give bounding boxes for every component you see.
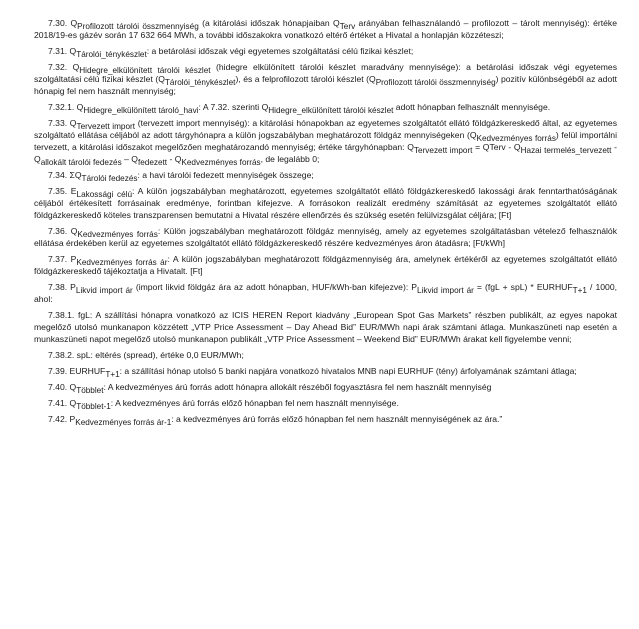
subscript-label: Hidegre_elkülönített tárolói készlet xyxy=(79,66,211,75)
paragraph-p738 xyxy=(34,281,617,305)
paragraph-text: – Q xyxy=(121,154,138,164)
subscript-label: Kedvezményes forrás xyxy=(77,230,158,239)
paragraph-text: 7.41. Q xyxy=(48,398,77,408)
paragraph-p740 xyxy=(34,381,617,393)
paragraph-text: - Q xyxy=(167,154,182,164)
paragraph-text: = QTerv - Q xyxy=(472,142,521,152)
paragraph-text: 7.38.2. spL: eltérés (spread), értéke 0,0 EUR/MWh; xyxy=(48,350,244,360)
paragraph-text: : A külön jogszabályban meghatározott földgázmennyiség ára, amelynek értékéről az egyetemes szolgáltatót ellátó földgázkereskedő tájékoztatja a Hivatalt. [Ft] xyxy=(34,254,617,276)
paragraph-text: : a kedvezményes árú forrás előző hónapban fel nem használt mennyiségének az ára.” xyxy=(171,414,503,424)
paragraph-text: ), és a felprofilozott tárolói készlet (Q xyxy=(235,74,376,84)
subscript-label: Profilozott tárolói összmennyiség xyxy=(77,22,199,31)
paragraph-text: 7.38. P xyxy=(48,282,76,292)
subscript-label: Profilozott tárolói összmennyiség xyxy=(375,78,496,87)
paragraph-p731 xyxy=(34,45,617,57)
subscript-label: Kedvezményes forrás xyxy=(476,134,556,143)
paragraph-text: : A kedvezményes árú forrás adott hónapra allokált részéből fogyasztásra fel nem használt mennyiség xyxy=(103,382,492,392)
subscript-label: allokált tárolói fedezés xyxy=(40,158,122,167)
paragraph-text: 7.35. E xyxy=(48,186,77,196)
paragraph-text: : Külön jogszabályban meghatározott földgáz mennyiség, amely az egyetemes szolgáltatásban vételező felhasználók ellátása érdekében kerül az egyetemes szolgáltatót ellátó földgázkereskedő részére kedvezményes áron átadásra; [Ft/kWh] xyxy=(34,226,617,248)
subscript-label: Likvid import ár xyxy=(417,286,474,295)
paragraph-text: adott hónapban felhasznált mennyisége. xyxy=(393,102,551,112)
paragraph-text: : a betárolási időszak végi egyetemes szolgáltatási célú fizikai készlet; xyxy=(146,46,414,56)
paragraph-text: 7.37. P xyxy=(48,254,77,264)
paragraph-p737 xyxy=(34,253,617,277)
subscript-label: Kedvezményes forrás ár xyxy=(76,258,168,267)
paragraph-text: - Q xyxy=(34,142,617,164)
subscript-label: Tárolói_ténykészlet xyxy=(164,78,236,87)
subscript-label: Tervezett import xyxy=(76,122,136,131)
paragraph-p739 xyxy=(34,365,617,377)
paragraph-p736 xyxy=(34,225,617,249)
subscript-label: Kedvezményes forrás xyxy=(181,158,261,167)
subscript-label: Hidegre_elkülönített tárolói készlet xyxy=(268,106,394,115)
paragraph-text: ) felül importálni tervezett, a kitárolási időszakot megelőzően meghatározandó mennyiség; értéke tárgyhónapban: Q xyxy=(34,130,617,152)
subscript-label: T+1 xyxy=(572,286,587,295)
subscript-label: Tárolói fedezés xyxy=(81,174,138,183)
subscript-label: Hidegre_elkülönített tároló_havi xyxy=(83,106,199,115)
paragraph-text: 7.34. ΣQ xyxy=(48,170,82,180)
paragraph-text: / 1000, ahol: xyxy=(34,282,617,304)
paragraph-text: ) pozitív különbségéből az adott hónapig fel nem használt mennyiség; xyxy=(34,74,617,96)
subscript-label: Hazai termelés_tervezett xyxy=(520,146,612,155)
subscript-label: Likvid import ár xyxy=(75,286,133,295)
subscript-label: Többlet-1 xyxy=(76,402,111,411)
paragraph-text: 7.36. Q xyxy=(48,226,78,236)
subscript-label: Tárolói_ténykészlet xyxy=(76,50,147,59)
paragraph-text: 7.33. Q xyxy=(48,118,77,128)
paragraph-text: : a havi tárolói fedezett mennyiségek összege; xyxy=(137,170,314,180)
paragraph-text: arányában felhasználandó – profilozott – tárolt mennyiség): értéke 2018/19-es gázév során 17 632 664 MWh, a további időszakokra vonatkozó eltérő értéket a Hivatal a honlapján közzéteszi; xyxy=(34,18,618,40)
paragraph-p733 xyxy=(34,117,617,165)
paragraph-p742 xyxy=(34,413,617,425)
subscript-label: fedezett xyxy=(137,158,168,167)
paragraph-text: (tervezett import mennyiség): a kitárolási hónapokban az egyetemes szolgáltatót ellátó földgázkereskedő által, az egyetemes szolgáltató ellátása céljából az adott tárgyhónapra a külön jogszabályban meghatározott földgáz mennyiségeken (Q xyxy=(34,118,617,140)
subscript-label: Lakossági célú xyxy=(76,190,133,199)
paragraph-text: = (fgL + spL) * EURHUF xyxy=(473,282,573,292)
paragraph-text: 7.32.1. Q xyxy=(48,102,84,112)
paragraph-p741 xyxy=(34,397,617,409)
paragraph-p7321 xyxy=(34,101,617,113)
subscript-label: Kedvezményes forrás ár-1 xyxy=(75,418,172,427)
subscript-label: Többlet xyxy=(76,386,104,395)
paragraph-text: 7.39. EURHUF xyxy=(48,366,106,376)
paragraph-text: (hidegre elkülönített tárolói készlet maradvány mennyisége): a betárolási időszak végi egyetemes szolgáltatási célú fizikai készlet (Q xyxy=(34,62,618,84)
paragraph-text: (import likvid földgáz ára az adott hónapban, HUF/kWh-ban kifejezve): P xyxy=(132,282,418,292)
subscript-label: T+1 xyxy=(105,370,120,379)
subscript-label: Terv xyxy=(339,22,356,31)
paragraph-p732 xyxy=(34,61,617,97)
paragraph-text: (a kitárolási időszak hónapjaiban Q xyxy=(198,18,340,28)
paragraph-p7381 xyxy=(34,309,617,345)
paragraph-p735 xyxy=(34,185,617,221)
paragraph-text: : a szállítási hónap utolsó 5 banki napjára vonatkozó hivatalos MNB napi EURHUF (tény) árfolyamának számtani átlaga; xyxy=(119,366,577,376)
subscript-label: Tervezett import xyxy=(413,146,473,155)
paragraph-text: 7.42. P xyxy=(48,414,76,424)
paragraph-text: , de legalább 0; xyxy=(260,154,320,164)
paragraph-text: 7.30. Q xyxy=(48,18,78,28)
paragraph-text: : A kedvezményes árú forrás előző hónapban fel nem használt mennyisége. xyxy=(110,398,399,408)
paragraph-text: 7.31. Q xyxy=(48,46,77,56)
paragraph-text: 7.38.1. fgL: A szállítási hónapra vonatkozó az ICIS HEREN Report kiadvány „European Spot Gas Markets” részben publikált, az egyes napokat megelőző utolsó munkanapon közzétett „VTP Price Assessment – Day Ahead Bid” EUR/MWh napi árak számtani átlaga. Munkaszüneti nap esetén a munkaszüneti napot megelőző utolsó munkanapon publikált „VTP Price Assessment – Weekend Bid” EUR/MWh árakat kell figyelembe venni; xyxy=(34,310,617,344)
paragraph-text: 7.40. Q xyxy=(48,382,77,392)
paragraph-text: : A 7.32. szerinti Q xyxy=(198,102,269,112)
paragraph-p730 xyxy=(34,17,617,41)
paragraph-p734 xyxy=(34,169,617,181)
paragraph-text: 7.32. Q xyxy=(48,62,80,72)
document-body xyxy=(34,17,617,425)
paragraph-p7382 xyxy=(34,349,617,361)
paragraph-text: : A külön jogszabályban meghatározott, egyetemes szolgáltatót ellátó földgázkereskedő lakossági árak fenntarthatóságának céljából értékesített forrásainak eredménye, forintban kifejezve. A forrásokon realizált eredmény számítását az egyetemes szolgáltatót ellátó földgázkereskedő köteles transzparensen bemutatni a Hivatal részére ellenőrzés és szükség esetén felülvizsgálat céljára; [Ft] xyxy=(34,186,617,220)
